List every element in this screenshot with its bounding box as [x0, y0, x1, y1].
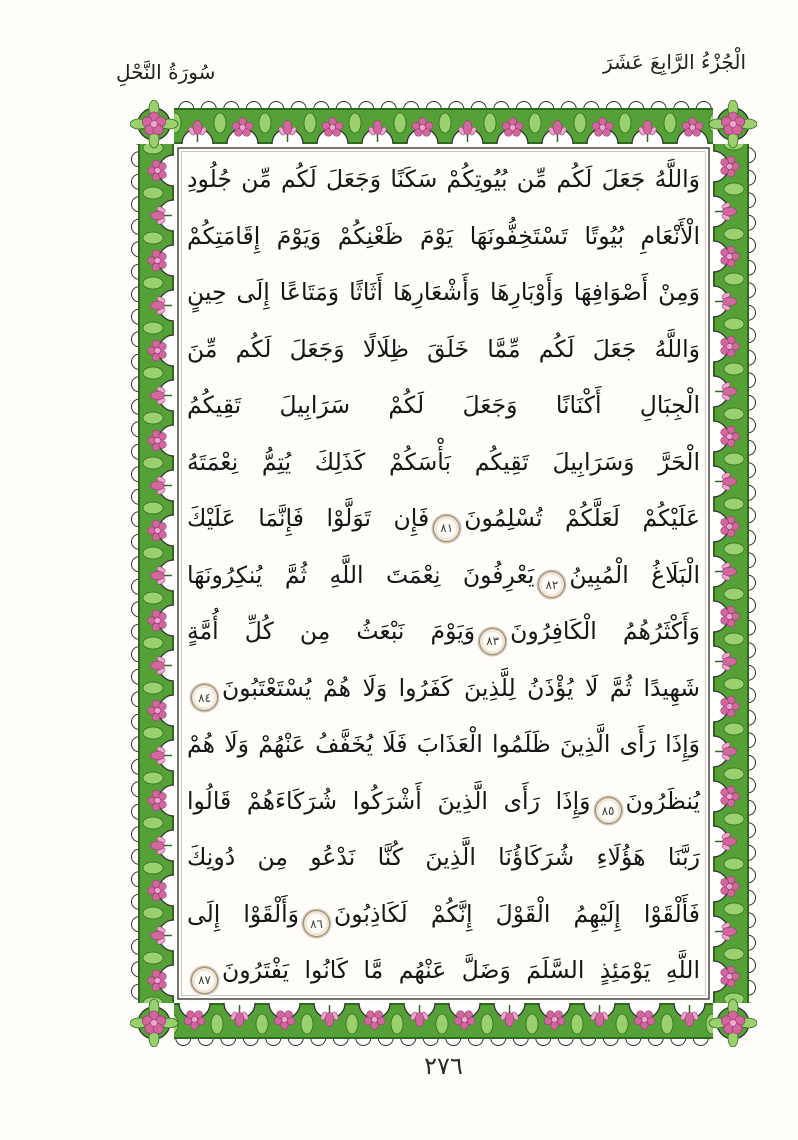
ayah-number-marker: ٨٤ — [191, 684, 218, 711]
quran-line — [182, 377, 705, 434]
ayah-number-marker: ٨٦ — [303, 910, 330, 937]
quran-text-segment: وَإِذَا رَأَى الَّذِينَ أَشْرَكُوا شُرَكَاءَهُمْ قَالُوا — [187, 786, 591, 815]
quran-text-segment: عَلَيْكُمْ لَعَلَّكُمْ تُسْلِمُونَ — [464, 504, 701, 532]
quran-text-segment: فَأَلْقَوْا إِلَيْهِمُ الْقَوْلَ إِنَّكُمْ لَكَاذِبُونَ — [334, 899, 700, 928]
quran-text-segment: الْجِبَالِ أَكْنَانًا وَجَعَلَ لَكُمْ سَرَابِيلَ تَقِيكُمُ — [187, 391, 700, 419]
quran-text-segment: وَيَوْمَ نَبْعَثُ مِن كُلِّ أُمَّةٍ — [187, 617, 476, 645]
quran-line — [182, 829, 705, 886]
quran-line — [182, 773, 705, 830]
quran-text-segment: فَإِن تَوَلَّوْا فَإِنَّمَا عَلَيْكَ — [187, 504, 430, 532]
surah-label: سُورَةُ النَّحْلِ — [116, 60, 216, 84]
quran-text-segment: وَاللَّهُ جَعَلَ لَكُم مِّمَّا خَلَقَ ظِلَالًا وَجَعَلَ لَكُم مِّنَ — [187, 334, 700, 363]
quran-text-segment: اللَّهِ يَوْمَئِذٍ السَّلَمَ وَضَلَّ عَنْهُم مَّا كَانُوا يَفْتَرُونَ — [222, 956, 700, 984]
quran-text-segment: وَإِذَا رَأَى الَّذِينَ ظَلَمُوا الْعَذَابَ فَلَا يُخَفَّفُ عَنْهُمْ وَلَا هُمْ — [187, 730, 700, 758]
ayah-number-marker: ٨١ — [433, 515, 460, 542]
ayah-number-marker: ٨٧ — [191, 967, 218, 994]
quran-line — [182, 434, 705, 491]
quran-line — [182, 942, 705, 999]
quran-line — [182, 660, 705, 717]
ayah-number-marker: ٨٣ — [479, 628, 506, 655]
quran-text-segment: وَأَلْقَوْا إِلَى — [187, 899, 299, 928]
quran-text-segment: رَبَّنَا هَؤُلَاءِ شُرَكَاؤُنَا الَّذِينَ كُنَّا نَدْعُو مِن دُونِكَ — [187, 843, 700, 871]
juz-label: الْجُزْءُ الرَّابِعَ عَشَرَ — [603, 50, 746, 74]
quran-text-segment: الْبَلَاغُ الْمُبِينُ — [569, 560, 700, 589]
quran-line — [182, 716, 705, 773]
quran-text-segment: وَأَكْثَرُهُمُ الْكَافِرُونَ — [510, 617, 700, 645]
quran-text-segment: يُنظَرُونَ — [625, 786, 700, 815]
quran-line — [182, 547, 705, 604]
quran-line — [182, 321, 705, 378]
ayah-number-marker: ٨٢ — [538, 571, 565, 598]
quran-text-segment: يَعْرِفُونَ نِعْمَتَ اللَّهِ ثُمَّ يُنكِرُونَهَا — [187, 560, 535, 589]
quran-text-segment: الْحَرَّ وَسَرَابِيلَ تَقِيكُم بَأْسَكُمْ كَذَلِكَ يُتِمُّ نِعْمَتَهُ — [187, 447, 700, 476]
quran-line — [182, 886, 705, 943]
quran-text-area — [182, 151, 705, 999]
quran-text-segment: وَاللَّهُ جَعَلَ لَكُم مِّن بُيُوتِكُمْ سَكَنًا وَجَعَلَ لَكُم مِّن جُلُودِ — [187, 165, 700, 193]
quran-line — [182, 603, 705, 660]
quran-line — [182, 151, 705, 208]
quran-line — [182, 264, 705, 321]
page-number: ٢٧٦ — [424, 1052, 463, 1080]
quran-text-segment: الْأَنْعَامِ بُيُوتًا تَسْتَخِفُّونَهَا يَوْمَ ظَعْنِكُمْ وَيَوْمَ إِقَامَتِكُمْ — [187, 221, 700, 250]
quran-text-segment: وَمِنْ أَصْوَافِهَا وَأَوْبَارِهَا وَأَشْعَارِهَا أَثَاثًا وَمَتَاعًا إِلَى حِينٍ — [187, 278, 700, 306]
quran-line — [182, 208, 705, 265]
ayah-number-marker: ٨٥ — [595, 797, 622, 824]
quran-line — [182, 490, 705, 547]
quran-text-segment: شَهِيدًا ثُمَّ لَا يُؤْذَنُ لِلَّذِينَ كَفَرُوا وَلَا هُمْ يُسْتَعْتَبُونَ — [222, 673, 700, 702]
